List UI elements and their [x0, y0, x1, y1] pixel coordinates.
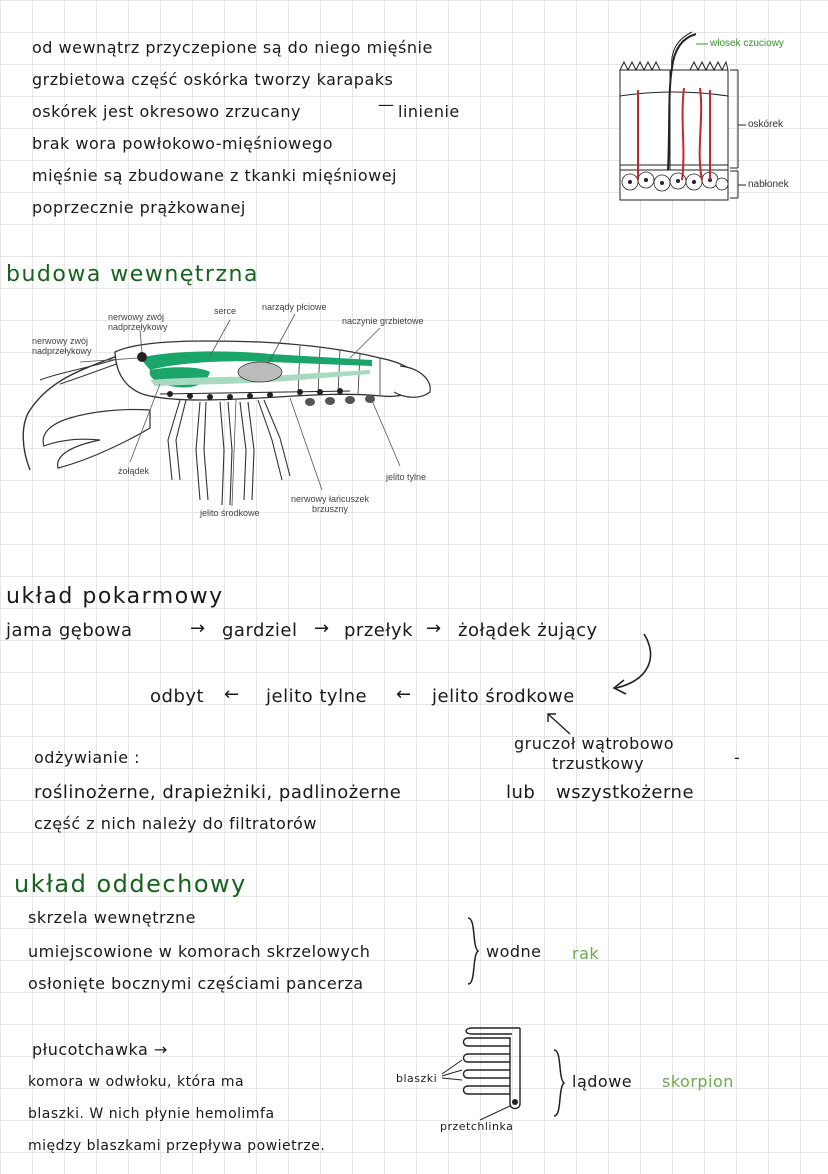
ganglion-left-label: nerwowy zwój nadprzełykowy — [32, 336, 92, 356]
lung-line-2: komora w odwłoku, która ma — [28, 1074, 245, 1090]
digestive-esophagus: przełyk — [344, 620, 414, 641]
arrow-icon: → — [426, 618, 442, 639]
note-line-4: brak wora powłokowo-mięśniowego — [32, 134, 333, 153]
terrestrial-label: lądowe — [572, 1072, 633, 1091]
arrow-icon: → — [314, 618, 330, 639]
nerve-cord-label: nerwowy łańcuszek brzuszny — [290, 494, 370, 514]
digestive-anus: odbyt — [150, 686, 205, 707]
note-line-6: poprzecznie prążkowanej — [32, 198, 246, 217]
nutrition-line-1: roślinożerne, drapieżniki, padlinożerne — [34, 782, 402, 803]
arrow-icon: → — [190, 618, 206, 639]
ganglion-top-label: nerwowy zwój nadprzełykowy — [108, 312, 168, 332]
digestive-mouth: jama gębowa — [6, 620, 133, 641]
aquatic-example: rak — [572, 944, 600, 963]
nutrition-line-2: część z nich należy do filtratorów — [34, 814, 317, 833]
aquatic-label: wodne — [486, 942, 542, 961]
nutrition-label: odżywianie : — [34, 748, 141, 767]
gills-line-1: skrzela wewnętrzne — [28, 908, 196, 927]
cuticle-diagram — [612, 30, 822, 205]
note-line-3: oskórek jest okresowo zrzucany — [32, 102, 301, 121]
nutrition-or: lub — [506, 782, 536, 803]
arrow-icon: ← — [396, 684, 412, 705]
note-line-5: mięśnie są zbudowane z tkanki mięśniowej — [32, 166, 397, 185]
hair-label: włosek czuciowy — [710, 38, 784, 49]
digestive-midgut: jelito środkowe — [432, 686, 575, 707]
note-line-2: grzbietowa część oskórka tworzy karapaks — [32, 70, 394, 89]
dorsal-vessel-label: naczynie grzbietowe — [342, 316, 424, 326]
nutrition-omnivore: wszystkożerne — [556, 782, 695, 803]
brace-icon — [548, 1048, 572, 1118]
lung-line-1: płucotchawka → — [32, 1040, 168, 1059]
dash-mark: — — [378, 95, 395, 114]
spiracle-label: przetchlinka — [440, 1120, 514, 1133]
epidermis-label: nabłonek — [748, 179, 789, 190]
gills-line-3: osłonięte bocznymi częściami pancerza — [28, 974, 364, 993]
digestive-hindgut: jelito tylne — [266, 686, 368, 707]
heart-label: serce — [214, 306, 237, 316]
cuticle-label: oskórek — [748, 119, 784, 130]
lamellae-label: blaszki — [396, 1072, 438, 1085]
note-line-1: od wewnątrz przyczepione są do niego mięśnie — [32, 38, 433, 57]
crayfish-diagram — [0, 300, 440, 520]
midgut-label: jelito środkowe — [200, 508, 260, 518]
digestive-pharynx: gardziel — [222, 620, 298, 641]
gonads-label: narządy płciowe — [262, 302, 327, 312]
stomach-label: żołądek — [118, 466, 150, 476]
internal-heading: budowa wewnętrzna — [6, 262, 259, 287]
gland-line-1: gruczoł wątrobowo — [514, 734, 674, 753]
lung-line-4: między blaszkami przepływa powietrze. — [28, 1138, 326, 1154]
digestive-stomach: żołądek żujący — [458, 620, 598, 641]
note-line-3-molting: linienie — [398, 102, 460, 121]
hindgut-label: jelito tylne — [386, 472, 427, 482]
respiratory-heading: układ oddechowy — [14, 870, 247, 898]
gland-line-2: trzustkowy — [552, 754, 645, 773]
curved-arrow-icon — [600, 632, 660, 702]
terrestrial-example: skorpion — [662, 1072, 734, 1091]
digestive-heading: układ pokarmowy — [6, 584, 224, 609]
arrow-icon: ← — [224, 684, 240, 705]
gland-dash: - — [734, 748, 741, 767]
gills-line-2: umiejscowione w komorach skrzelowych — [28, 942, 371, 961]
brace-icon — [462, 916, 486, 986]
lung-line-3: blaszki. W nich płynie hemolimfa — [28, 1106, 275, 1122]
